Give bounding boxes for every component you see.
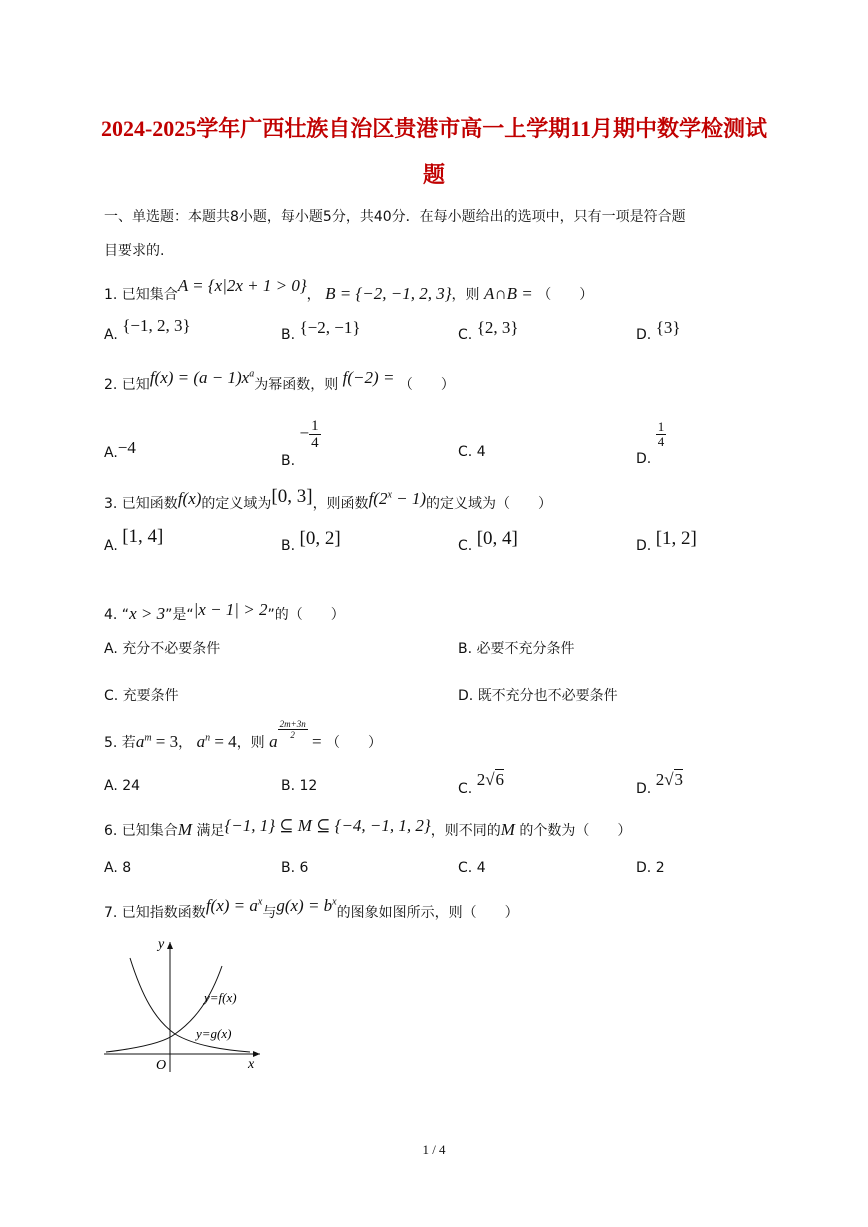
option-b: B. 必要不充分条件 — [458, 641, 575, 657]
separator: ， — [178, 735, 193, 751]
answer-paren: （ ） — [326, 735, 383, 751]
page-title: 2024-2025学年广西壮族自治区贵港市高一上学期11月期中数学检测试 — [100, 116, 768, 141]
separator: ， — [306, 287, 321, 303]
question-text: ”是“ — [165, 607, 194, 623]
question-1 — [104, 276, 594, 304]
option-value: 2 — [655, 860, 665, 876]
question-text: ”的 — [267, 607, 289, 623]
answer-paren: （ ） — [575, 823, 632, 839]
option-b: B. {−2, −1} — [281, 318, 361, 343]
math-expr: $f(x) = a^x$ — [205, 896, 263, 915]
option-value: [1, 4] — [122, 526, 164, 547]
math-expr: f(−2) = — [342, 368, 395, 387]
answer-paren: （ ） — [462, 905, 519, 921]
math-expr: A = {x|2x + 1 > 0} — [177, 276, 307, 295]
math-expr: f(x) — [177, 489, 202, 508]
option-value: 12 — [299, 778, 318, 794]
option-d: D. 2√3 — [636, 770, 684, 797]
answer-paren: （ ） — [288, 607, 345, 623]
math-expr: x > 3 — [129, 604, 166, 623]
math-expr: $g(x) = b^x$ — [276, 896, 337, 915]
question-number: 5. 若 — [104, 735, 136, 751]
math-expr: M — [177, 820, 192, 839]
math-expr: $f(2^x - 1)$ — [368, 489, 427, 508]
math-expr: $f(x) = (a - 1)x^a$ — [149, 368, 255, 387]
option-c: C. {2, 3} — [458, 318, 519, 343]
option-value: 24 — [122, 778, 141, 794]
option-a: A. 24 — [104, 778, 141, 794]
option-value: [0, 4] — [476, 528, 518, 549]
g-curve-label: y=g(x) — [196, 1026, 232, 1041]
question-text: ，则 — [236, 735, 265, 751]
option-value: 必要不充分条件 — [476, 641, 575, 657]
section-heading: 一、单选题：本题共8小题，每小题5分，共40分．在每小题给出的选项中，只有一项是符合题 — [104, 209, 686, 225]
y-axis-label: y — [158, 937, 165, 952]
fraction: $\frac{1}{4}$ — [657, 419, 665, 449]
sqrt-expr: 2√6 — [476, 770, 505, 789]
question-6 — [104, 816, 632, 840]
math-expr: $a^n = 4$ — [196, 732, 237, 751]
question-5 — [104, 718, 383, 754]
fraction: $\frac{1}{4}$ — [311, 418, 319, 451]
question-3 — [104, 486, 553, 514]
question-text: 的个数为 — [519, 823, 576, 839]
question-text: 的图象如图所示，则 — [336, 905, 463, 921]
curve-g — [130, 958, 250, 1052]
y-axis-arrow — [167, 942, 173, 949]
option-a: A. 充分不必要条件 — [104, 641, 221, 657]
answer-paren: （ ） — [398, 377, 455, 393]
option-value: 4 — [476, 860, 486, 876]
exponential-graph — [100, 936, 270, 1076]
option-c: C. 2√6 — [458, 770, 505, 797]
option-value: [1, 2] — [655, 528, 697, 549]
section-heading-continued: 目要求的. — [104, 243, 165, 259]
option-value: {−1, 2, 3} — [122, 316, 191, 335]
option-value: 4 — [476, 444, 486, 460]
question-text: 的定义域为 — [426, 496, 497, 512]
option-d: D. 既不充分也不必要条件 — [458, 688, 618, 704]
math-expr: M — [500, 820, 515, 839]
question-7 — [104, 896, 519, 922]
sqrt-expr: 2√3 — [655, 770, 684, 789]
question-number: 3. 已知函数 — [104, 496, 178, 512]
f-curve-label: y=f(x) — [204, 990, 237, 1005]
option-d: D. $\frac{1}{4}$ — [636, 419, 665, 467]
math-expr: [0, 3] — [271, 486, 313, 507]
question-number: 2. 已知 — [104, 377, 150, 393]
answer-paren: （ ） — [496, 496, 553, 512]
option-value: 既不充分也不必要条件 — [477, 688, 618, 704]
option-d: D. [1, 2] — [636, 528, 697, 554]
math-expr: |x − 1| > 2 — [193, 600, 268, 619]
option-value: 充要条件 — [122, 688, 179, 704]
question-number: 4. “ — [104, 607, 130, 623]
option-b: B. 12 — [281, 778, 318, 794]
math-expr: $a^m = 3$ — [135, 732, 179, 751]
question-2 — [104, 368, 455, 394]
option-value: −4 — [117, 438, 136, 457]
option-value: 8 — [122, 860, 132, 876]
page-number: 1 / 4 — [422, 1142, 446, 1157]
option-value: {−2, −1} — [299, 318, 361, 337]
option-c: C. 4 — [458, 444, 486, 460]
question-number: 7. 已知指数函数 — [104, 905, 206, 921]
option-c: C. 充要条件 — [104, 688, 179, 704]
option-b: B. [0, 2] — [281, 528, 341, 554]
question-text: 满足 — [196, 823, 225, 839]
origin-label: O — [156, 1058, 167, 1073]
question-text: ，则函数 — [312, 496, 369, 512]
option-c: C. [0, 4] — [458, 528, 518, 554]
option-b: B. 6 — [281, 860, 309, 876]
option-value: 6 — [299, 860, 309, 876]
math-expr: {−1, 1} ⊆ M ⊆ {−4, −1, 1, 2} — [224, 816, 431, 835]
question-text: ，则 — [451, 287, 480, 303]
option-value: {2, 3} — [476, 318, 519, 337]
question-number: 1. 已知集合 — [104, 287, 178, 303]
option-c: C. 4 — [458, 860, 486, 876]
page-title-continued: 题 — [422, 162, 445, 187]
question-text: ，则不同的 — [430, 823, 501, 839]
option-d: D. 2 — [636, 860, 665, 876]
x-axis-label: x — [248, 1057, 255, 1072]
option-a: A. 8 — [104, 860, 132, 876]
option-a: A. [1, 4] — [104, 526, 164, 554]
math-expr: a $\frac{2m+3n}{2}$ = — [269, 718, 322, 751]
math-expr: A∩B = — [483, 284, 533, 303]
option-a: A.−4 — [104, 438, 136, 461]
exponent-fraction: $\frac{2m+3n}{2}$ — [279, 718, 306, 740]
math-expr: B = {−2, −1, 2, 3} — [325, 284, 452, 303]
option-value: 充分不必要条件 — [122, 641, 221, 657]
option-b: B. − $\frac{1}{4}$ — [281, 418, 319, 469]
question-text: 为幂函数，则 — [254, 377, 339, 393]
option-d: D. {3} — [636, 318, 681, 343]
answer-paren: （ ） — [537, 287, 594, 303]
option-value: {3} — [655, 318, 681, 337]
question-text: 的定义域为 — [201, 496, 272, 512]
option-value: [0, 2] — [299, 528, 341, 549]
question-text: 与 — [262, 905, 277, 921]
minus-sign: − — [299, 423, 310, 443]
question-4 — [104, 600, 345, 624]
option-a: A. {−1, 2, 3} — [104, 316, 191, 343]
question-number: 6. 已知集合 — [104, 823, 178, 839]
